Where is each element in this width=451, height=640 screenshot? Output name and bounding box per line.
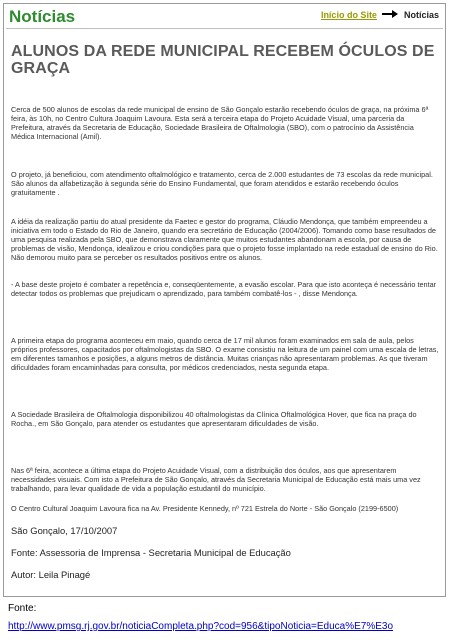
arrow-right-icon [382, 10, 398, 21]
article-author: Autor: Leila Pinagé [11, 569, 91, 580]
breadcrumb-home-link[interactable]: Início do Site [320, 10, 377, 20]
breadcrumb [321, 10, 439, 21]
article-headline: ALUNOS DA REDE MUNICIPAL RECEBEM ÓCULOS DE GRAÇA [11, 43, 435, 77]
article-date: São Gonçalo, 17/10/2007 [11, 525, 118, 536]
article-paragraph: O projeto, já beneficiou, com atendimento oftalmológico e tratamento, cerca de 2.000 estudantes de 73 escolas da rede municipal. São alunos da alfabetização à segunda série do Ensino Fundamental, que foram atendidos e estarão recebendo óculos gratuitamente . [11, 170, 433, 197]
footer-source-link[interactable]: http://www.pmsg.rj.gov.br/noticiaCompleta.php?cod=956&tipoNoticia=Educa%E7%E3o [8, 621, 394, 632]
article-paragraph: Nas 6ª feira, acontece a última etapa do Projeto Acuidade Visual, com a distribuição dos óculos, aos que apresentarem necessidades visuais. Com isto a Prefeitura de São Gonçalo, através da Secretaria Municipal de Educação está mais uma vez trabalhando, para levar qualidade de vida a população estudantil do município. [11, 466, 421, 493]
article-paragraph: Cerca de 500 alunos de escolas da rede municipal de ensino de São Gonçalo estarão recebendo óculos de graça, na próxima 6ª feira, às 10h, no Centro Cultura Joaquim Lavoura. Esta será a terceira etapa do Projeto Acuidade Visual, uma parceria da Prefeitura, através da Secretaria de Educação, Sociedade Brasileira de Oftalmologia (SBO), com o patrocínio da Assistência Médica Internacional (Amil). [11, 105, 429, 141]
article-paragraph: A Sociedade Brasileira de Oftalmologia disponibilizou 40 oftalmologistas da Clínica Oftalmológica Hover, que fica na praça do Rocha., em São Gonçalo, para atender os estudantes que apresentaram dificuldades de visão. [11, 410, 417, 428]
news-header [6, 4, 443, 29]
breadcrumb-current: Notícias [403, 10, 439, 20]
article-paragraph: O Centro Cultural Joaquim Lavoura fica na Av. Presidente Kennedy, nº 721 Estrela do Norte - São Gonçalo (2199-6500) [11, 504, 399, 513]
section-title: Notícias [9, 7, 76, 26]
article-paragraph: A primeira etapa do programa aconteceu em maio, quando cerca de 17 mil alunos foram examinados em sala de aula, pelos próprios professores, capacitados por oftalmologistas da SBO. O exame consistiu na leitura de um painel com uma escala de letras, em diferentes tamanhos e posições, a alguns metros de distância. Muitas crianças não apresentaram problemas. As que tiveram dificuldades foram encaminhadas para consulta, por médicos credenciados, nesta segunda etapa. [11, 336, 439, 372]
article-paragraph: A idéia da realização partiu do atual presidente da Faetec e gestor do programa, Cláudio Mendonça, que também empreendeu a iniciativa em todo o Estado do Rio de Janeiro, quando era secretário de Educação (2004/2006). Tomando como base resultados de uma pesquisa realizada pela SBO, que demonstrava claramente que muitos estudantes abandonam a escola, por causa de problemas de visão, Mendonça, idealizou e criou condições para que o projeto fosse implantado na rede estadual de ensino do Rio. Não demorou muito para se perceber os resultados positivos entre os alunos. [11, 217, 438, 262]
article-paragraph: - A base deste projeto é combater a repetência e, conseqüentemente, a evasão escolar. Para que isto aconteça é necessário tentar detectar todos os problemas que prejudicam o aprendizado, para também combatê-los - , disse Mendonça. [11, 280, 437, 298]
footer-source-label: Fonte: [8, 603, 37, 614]
article-meta [11, 525, 439, 580]
article-body [11, 105, 439, 513]
news-frame [3, 3, 446, 597]
article-source: Fonte: Assessoria de Imprensa - Secretaria Municipal de Educação [11, 547, 291, 558]
